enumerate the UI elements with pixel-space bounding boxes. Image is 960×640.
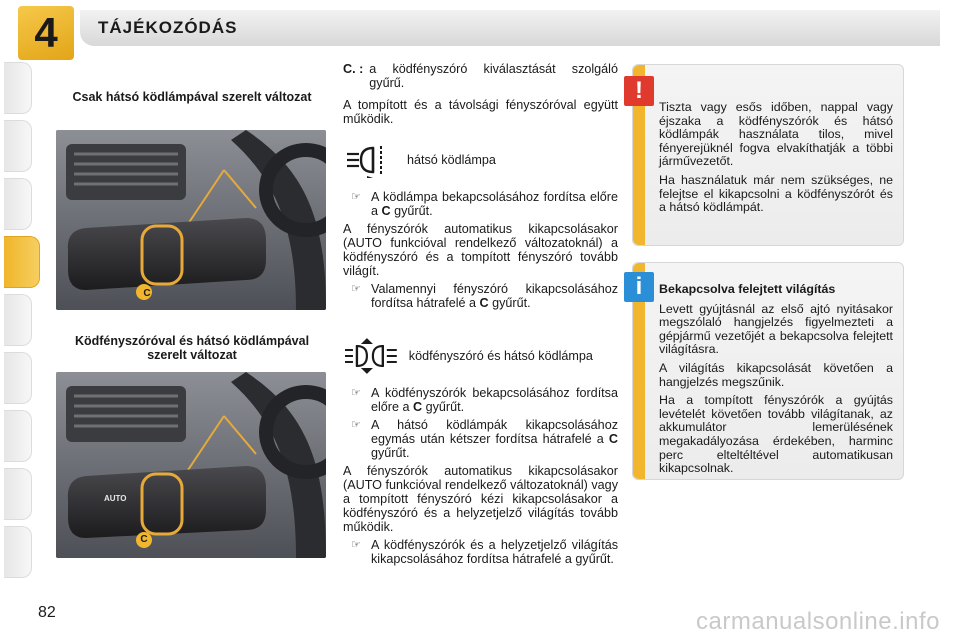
ring-c-label-bottom: C [140, 534, 148, 545]
watermark: carmanualsonline.info [696, 608, 940, 635]
c-label: C. : [343, 62, 364, 76]
bullet-arrow-icon: ☞ [351, 419, 361, 431]
bullet-arrow-icon: ☞ [351, 283, 361, 295]
middle-column-front-fog [343, 386, 618, 570]
info-p1: Levett gyújtásnál az első ajtó nyitásakor megszólaló hangjelzés figyelmezteti a gépjármű vezetőjét a bekapcsolva felejtett világításra. [659, 301, 893, 357]
chapter-badge [18, 6, 74, 60]
warning-p2: Ha használatuk már nem szükséges, ne felejtse el kikapcsolni a ködfényszórót és a hátsó ködlámpát. [659, 172, 893, 215]
photo-stalk-rear-fog [56, 130, 326, 310]
chapter-number: 4 [34, 9, 58, 56]
paragraph-works-with: A tompított és a távolsági fényszóróval együtt működik. [343, 98, 618, 126]
bullet-arrow-icon: ☞ [351, 387, 361, 399]
ring-c-label-top: C [143, 288, 151, 299]
bullet-front-fog-off: ☞ A ködfényszórók és a helyzetjelző világítás kikapcsolásához fordítsa hátrafelé a gyűrűt. [351, 538, 618, 566]
paragraph-auto-off-1: A fényszórók automatikus kikapcsolásakor (AUTO funkcióval rendelkező változatoknál) a ködfényszóró és a tompított fényszóró tovább világít. [343, 222, 618, 278]
info-p2: A világítás kikapcsolását követően a hangjelzés megszűnik. [659, 360, 893, 389]
chapter-tab-5[interactable] [4, 294, 32, 346]
front-rear-fog-row [343, 338, 618, 374]
info-p3: Ha a tompított fényszórók a gyújtás levételét követően tovább világítanak, az akkumulátor lemerülésének megakadályozása érdekében, harminc perc elteltéltével automatikusan kikapcsolnak. [659, 393, 893, 476]
bullet-all-off: ☞ Valamennyi fényszóró kikapcsolásához fordítsa hátrafelé a C gyűrűt. [351, 282, 618, 310]
page-title: TÁJÉKOZÓDÁS [98, 18, 238, 37]
chapter-tab-1[interactable] [4, 62, 32, 114]
rear-fog-label: hátsó ködlámpa [407, 153, 496, 167]
bullet-arrow-icon: ☞ [351, 191, 361, 203]
chapter-tab-8[interactable] [4, 468, 32, 520]
chapter-tab-9[interactable] [4, 526, 32, 578]
middle-column-top [343, 62, 618, 130]
chapter-tab-6[interactable] [4, 352, 32, 404]
auto-label: AUTO [104, 494, 127, 503]
info-box [632, 262, 904, 480]
bullet-front-fog-on: ☞ A ködfényszórók bekapcsolásához fordítsa előre a C gyűrűt. [351, 386, 618, 414]
bullet-rear-fog-on: ☞ A ködlámpa bekapcsolásához fordítsa előre a C gyűrűt. [351, 190, 618, 218]
chapter-tab-strip [0, 62, 40, 572]
c-text: a ködfényszóró kiválasztását szolgáló gyűrű. [369, 62, 618, 90]
warning-p1: Tiszta vagy esős időben, nappal vagy éjszaka a ködfényszórók és hátsó ködlámpák használata tilos, mivel fényerejüknél fogva elvakíthatják a többi járművezetőt. [659, 100, 893, 169]
info-title: Bekapcsolva felejtett világítás [659, 282, 836, 296]
paragraph-auto-off-2: A fényszórók automatikus kikapcsolásakor (AUTO funkcióval rendelkező változatoknál) vagy a tompított fényszóró kézi kikapcsolásakor a ködfényszóró és a helyzetjelző világítás tovább működik. [343, 464, 618, 534]
chapter-tab-3[interactable] [4, 178, 32, 230]
info-icon: i [624, 272, 654, 302]
chapter-tab-7[interactable] [4, 410, 32, 462]
photo-stalk-front-rear-fog [56, 372, 326, 558]
chapter-tab-4-active[interactable] [4, 236, 40, 288]
rear-fog-row [343, 142, 618, 178]
middle-column-rear-fog [343, 190, 618, 314]
warning-box-body [659, 101, 893, 220]
bullet-arrow-icon: ☞ [351, 539, 361, 551]
front-rear-fog-label: ködfényszóró és hátsó ködlámpa [408, 349, 593, 363]
warning-icon: ! [624, 76, 654, 106]
info-box-body [659, 283, 893, 481]
c-definition [343, 62, 618, 90]
caption-rear-fog-only: Csak hátsó ködlámpával szerelt változat [72, 90, 312, 104]
caption-front-and-rear-fog: Ködfényszóróval és hátsó ködlámpával szerelt változat [74, 334, 310, 362]
chapter-tab-2[interactable] [4, 120, 32, 172]
page-number: 82 [38, 604, 56, 621]
front-rear-fog-lamp-icon [343, 338, 399, 374]
rear-fog-lamp-icon [343, 142, 393, 178]
warning-box [632, 64, 904, 246]
bullet-rear-fog-off: ☞ A hátsó ködlámpák kikapcsolásához egymás után kétszer fordítsa hátrafelé a C gyűrűt. [351, 418, 618, 460]
